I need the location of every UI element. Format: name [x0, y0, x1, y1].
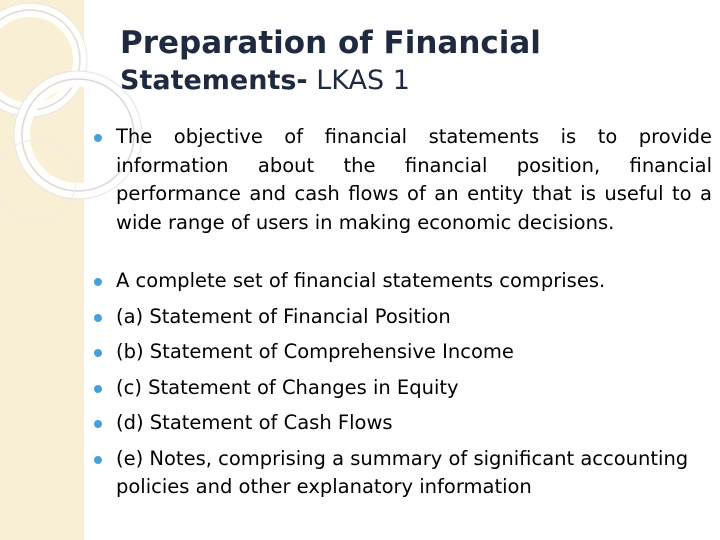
title-line-2 — [120, 62, 680, 100]
bullet-dot-icon — [94, 349, 102, 357]
slide-title — [120, 24, 680, 100]
bullet-dot-icon — [94, 134, 102, 142]
title-line-1: Preparation of Financial — [120, 25, 541, 61]
bullet-dot-icon — [94, 278, 102, 286]
bullet-dot-icon — [94, 456, 102, 464]
title-light-part: LKAS 1 — [307, 65, 410, 96]
bullet-text: (d) Statement of Cash Flows — [116, 411, 393, 434]
bullet-item — [92, 303, 712, 332]
bullet-text: (c) Statement of Changes in Equity — [116, 375, 459, 399]
bullet-text: (b) Statement of Comprehensive Income — [116, 340, 514, 363]
bullet-dot-icon — [94, 314, 102, 322]
bullet-item — [92, 123, 712, 237]
bullet-item — [92, 267, 712, 296]
bullet-item — [92, 374, 712, 403]
bullet-text: (e) Notes, comprising a summary of significant accounting policies and other explanatory information — [116, 446, 689, 498]
bullet-dot-icon — [94, 385, 102, 393]
bullet-item — [92, 338, 712, 367]
content-area — [92, 123, 712, 502]
bullet-item — [92, 409, 712, 438]
bullet-item — [92, 445, 712, 502]
bullet-dot-icon — [94, 420, 102, 428]
bullet-text: The objective of financial statements is to provide information about the financial position, financial performance and cash flows of an entity that is useful to a wide range of users in making economic decisions. — [116, 125, 712, 234]
bullet-text: A complete set of financial statements comprises. — [116, 269, 606, 292]
title-bold-part: Statements- — [120, 65, 308, 96]
bullet-text: (a) Statement of Financial Position — [116, 304, 451, 328]
bullet-list — [92, 123, 712, 502]
